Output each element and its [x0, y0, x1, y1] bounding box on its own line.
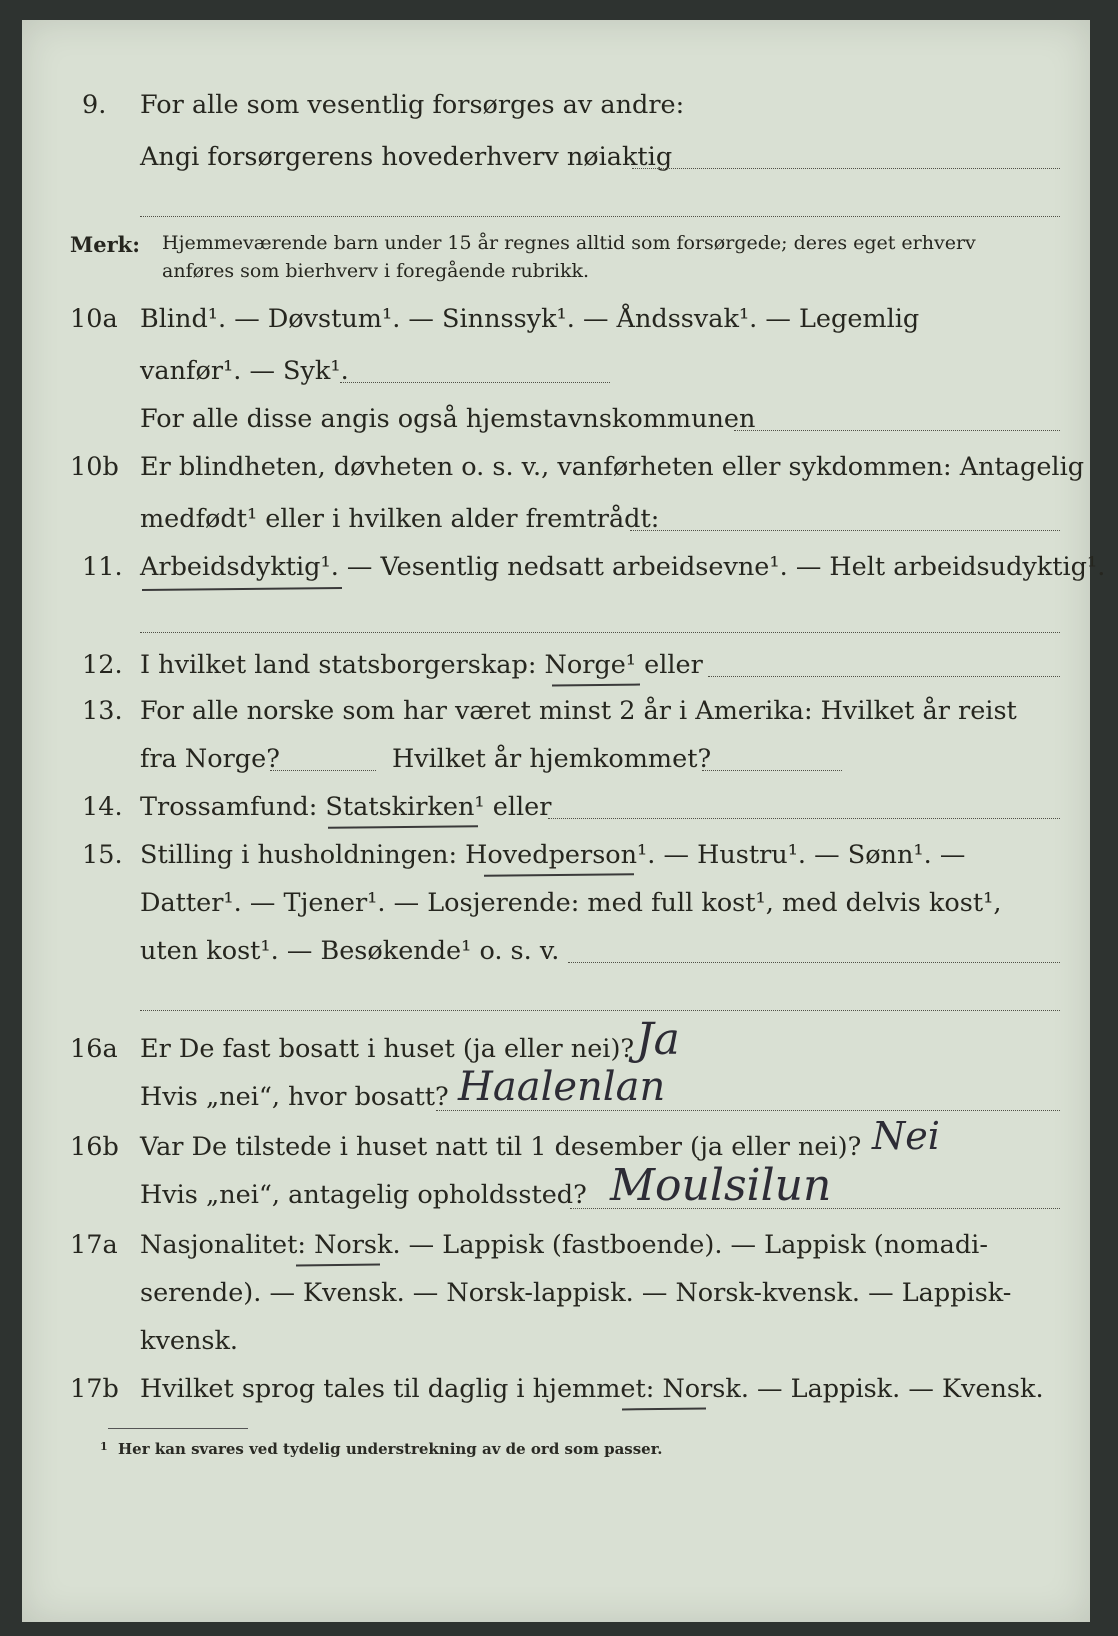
merk-label: Merk: [70, 232, 140, 257]
q13-question: For alle norske som har været minst 2 år i Amerika: Hvilket år reist [140, 696, 1017, 726]
q16a-bosatt-line[interactable] [436, 1110, 1060, 1111]
q14-answer-line[interactable] [548, 818, 1060, 819]
q10a-answer-line[interactable] [340, 382, 610, 383]
q17b-question: Hvilket sprog tales til daglig i hjemmet: Norsk. — Lappisk. — Kvensk. [140, 1374, 1044, 1404]
q15-answer-line-2[interactable] [140, 1010, 1060, 1011]
q9-answer-line[interactable] [632, 168, 1060, 169]
q10a-hjemstavn: For alle disse angis også hjemstavnskommunen [140, 404, 756, 434]
q17a-underline-mark [296, 1264, 380, 1267]
q10b-answer-line[interactable] [630, 530, 1060, 531]
q16b-number: 16b [70, 1132, 119, 1162]
q17a-question-cont-2: kvensk. [140, 1326, 239, 1356]
q16b-question-cont: Hvis „nei“, antagelig opholdssted? [140, 1180, 587, 1210]
q14-underline-mark [328, 825, 478, 829]
q10a-question: Blind¹. — Døvstum¹. — Sinnssyk¹. — Åndssvak¹. — Legemlig [140, 304, 920, 334]
q12-question: I hvilket land statsborgerskap: Norge¹ eller [140, 650, 703, 680]
q11-number: 11. [82, 552, 123, 582]
q12-answer-line[interactable] [708, 676, 1060, 677]
q16b-handwritten-answer[interactable]: Nei [872, 1114, 940, 1158]
q13-reist-line[interactable] [270, 770, 376, 771]
q17b-number: 17b [70, 1374, 119, 1404]
q16b-question: Var De tilstede i huset natt til 1 desember (ja eller nei)? [140, 1132, 862, 1162]
q15-underline-mark [484, 873, 634, 877]
footnote-mark: 1 [100, 1440, 108, 1453]
q9-question-cont: Angi forsørgerens hovederhverv nøiaktig [140, 142, 673, 172]
q9-number: 9. [82, 90, 107, 120]
q17a-question-cont: serende). — Kvensk. — Norsk-lappisk. — Norsk-kvensk. — Lappisk- [140, 1278, 1012, 1308]
q17a-question: Nasjonalitet: Norsk. — Lappisk (fastboende). — Lappisk (nomadi- [140, 1230, 988, 1260]
q10b-question-cont: medfødt¹ eller i hvilken alder fremtrådt: [140, 504, 660, 534]
q13-hjemkommet-line[interactable] [702, 770, 842, 771]
q15-question-cont: Datter¹. — Tjener¹. — Losjerende: med full kost¹, med delvis kost¹, [140, 888, 1002, 918]
q11-question: Arbeidsdyktig¹. — Vesentlig nedsatt arbeidsevne¹. — Helt arbeidsudyktig¹. [140, 552, 1106, 582]
q9-answer-line-2[interactable] [140, 216, 1060, 217]
q16a-question-cont: Hvis „nei“, hvor bosatt? [140, 1082, 449, 1112]
q10b-question: Er blindheten, døvheten o. s. v., vanførheten eller sykdommen: Antagelig [140, 452, 1085, 482]
q13-reist-label: fra Norge? [140, 744, 280, 774]
q10a-hjemstavn-line[interactable] [734, 430, 1060, 431]
q15-number: 15. [82, 840, 123, 870]
q15-answer-line[interactable] [568, 962, 1060, 963]
q10b-number: 10b [70, 452, 119, 482]
q16b-handwritten-place[interactable]: Moulsilun [610, 1160, 832, 1211]
q14-number: 14. [82, 792, 123, 822]
q16a-number: 16a [70, 1034, 118, 1064]
merk-text-cont: anføres som bierhverv i foregående rubrikk. [162, 260, 590, 282]
q15-question: Stilling i husholdningen: Hovedperson¹. — Hustru¹. — Sønn¹. — [140, 840, 966, 870]
q16a-question: Er De fast bosatt i huset (ja eller nei)? [140, 1034, 635, 1064]
q11-underline-mark [142, 587, 342, 591]
q17a-number: 17a [70, 1230, 118, 1260]
q12-number: 12. [82, 650, 123, 680]
q10a-number: 10a [70, 304, 118, 334]
q12-underline-mark [552, 684, 640, 687]
q13-hjemkommet-label: Hvilket år hjemkommet? [392, 744, 712, 774]
q15-question-cont-2: uten kost¹. — Besøkende¹ o. s. v. [140, 936, 560, 966]
q17b-underline-mark [622, 1408, 706, 1411]
q10a-question-cont: vanfør¹. — Syk¹. [140, 356, 349, 386]
q9-question: For alle som vesentlig forsørges av andre: [140, 90, 685, 120]
q14-question: Trossamfund: Statskirken¹ eller [140, 792, 552, 822]
q16a-handwritten-place[interactable]: Haalenlan [458, 1064, 666, 1110]
census-form-page [22, 20, 1106, 1622]
merk-text: Hjemmeværende barn under 15 år regnes alltid som forsørgede; deres eget erhverv [162, 232, 976, 254]
footnote-rule [108, 1428, 248, 1429]
q13-number: 13. [82, 696, 123, 726]
q16a-handwritten-answer[interactable]: Ja [636, 1014, 680, 1065]
q11-answer-line[interactable] [140, 632, 1060, 633]
footnote-text: Her kan svares ved tydelig understrekning av de ord som passer. [118, 1440, 663, 1458]
